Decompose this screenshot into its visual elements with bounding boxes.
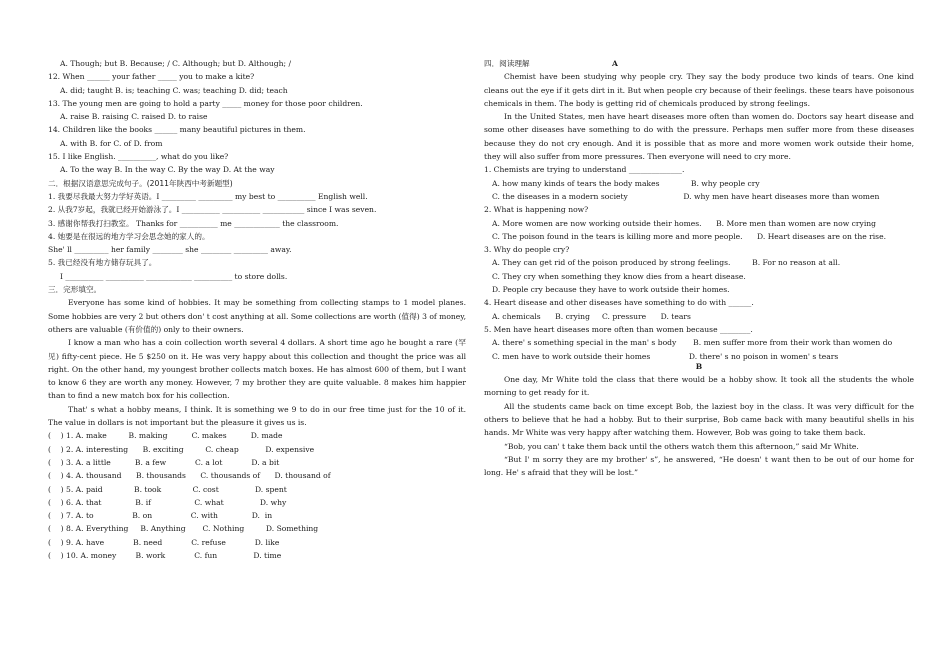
passage-b-label: B — [695, 361, 703, 371]
translation-1: 1. 我要尽我最大努力学好英语。I _________ _________ my best to __________ English well. — [48, 191, 368, 201]
reading-question-5: 5. Men have heart diseases more often than women because ________. — [484, 324, 753, 334]
cloze-option-10: ( ) 10. A. money B. work C. fun D. time — [48, 550, 282, 560]
q12-options: A. did; taught B. is; teaching C. was; teaching D. did; teach — [60, 85, 288, 95]
passage-a-paragraph-2: In the United States, men have heart diseases more often than women do. Doctors say heart disease and some other diseases have something to do with the pressure. Perhaps men suffer more from these diseases because they do not cry enough. And it is possible that as more and more women work outside their home, they will also suffer from more pressures. Then everyone will need to cry more. — [484, 112, 914, 162]
reading-q1-options-cd: C. the diseases in a modern society D. why men have heart diseases more than women — [492, 191, 880, 201]
cloze-option-7: ( ) 7. A. to B. on C. with D. in — [48, 511, 273, 521]
question-14: 14. Children like the books ______ many beautiful pictures in them. — [48, 125, 306, 135]
cloze-option-5: ( ) 5. A. paid B. took C. cost D. spent — [48, 484, 287, 494]
cloze-option-4: ( ) 4. A. thousand B. thousands C. thousands of D. thousand of — [48, 471, 331, 481]
section-4-header — [484, 57, 914, 70]
cloze-option-1: ( ) 1. A. make B. making C. makes D. made — [48, 431, 283, 441]
cloze-paragraph-2: I know a man who has a coin collection worth several 4 dollars. A short time ago he bought a rare (罕见) fifty-cent piece. He 5 $250 on it. He was very happy about this collection and thought the price was all right. On the other hand, my youngest brother collects match boxes. He has almost 600 of them, but I want to know 6 they are worth any money. However, 7 my brother they are quite valuable. 8 makes him happier than to find a new match box for his collection. — [48, 338, 466, 401]
translation-3: 3. 感谢你帮我打扫教室。 Thanks for __________ me ____________ the classroom. — [48, 218, 339, 228]
passage-b-paragraph-3: “Bob, you can' t take them back until the others watch them this afternoon,” said Mr White. — [504, 441, 859, 451]
reading-q5-options-cd: C. men have to work outside their homes D. there' s no poison in women' s tears — [492, 351, 839, 361]
cloze-paragraph-3: That' s what a hobby means, I think. It is something we 9 to do in our free time just for the 10 of it. The value in dollars is not important but the pleasure it gives us is. — [48, 404, 466, 428]
cloze-option-2: ( ) 2. A. interesting B. exciting C. cheap D. expensive — [48, 444, 315, 454]
section-2-title: 二．根据汉语意思完成句子。(2011年陕西中考新题型) — [48, 178, 233, 188]
reading-q1-options-ab: A. how many kinds of tears the body makes B. why people cry — [492, 178, 760, 188]
reading-question-1: 1. Chemists are trying to understand ______________. — [484, 165, 685, 175]
translation-2: 2. 从我7岁起，我就已经开始游泳了。I __________ __________ ___________ since I was seven. — [48, 205, 377, 215]
cloze-option-8: ( ) 8. A. Everything B. Anything C. Nothing D. Something — [48, 524, 319, 534]
left-column — [48, 57, 466, 562]
reading-question-4: 4. Heart disease and other diseases have something to do with ______. — [484, 298, 754, 308]
question-15: 15. I like English. __________, what do you like? — [48, 152, 229, 162]
passage-a-label: A — [612, 59, 618, 68]
passage-b-paragraph-4: “But I' m sorry they are my brother' s”, he answered, “He doesn' t want then to be out of our home for long. He' s afraid that they will be lost.” — [484, 454, 914, 478]
translation-5-chinese: 5. 我已经没有地方储存玩具了。 — [48, 258, 157, 268]
q14-options: A. with B. for C. of D. from — [60, 138, 163, 148]
reading-q3-option-d: D. People cry because they have to work outside their homes. — [492, 285, 730, 295]
translation-4-chinese: 4. 她要是在很远的地方学习会思念她的家人的。 — [48, 231, 210, 241]
passage-b-paragraph-1: One day, Mr White told the class that there would be a hobby show. It took all the students the whole morning to get ready for it. — [484, 375, 914, 398]
reading-q5-options-ab: A. there' s something special in the man' s body B. men suffer more from their work than women do — [492, 338, 893, 348]
question-13: 13. The young men are going to hold a party _____ money for those poor children. — [48, 98, 363, 108]
q11-options: A. Though; but B. Because; / C. Although; but D. Although; / — [60, 59, 292, 68]
question-12: 12. When ______ your father _____ you to make a kite? — [48, 72, 255, 82]
cloze-option-3: ( ) 3. A. a little B. a few C. a lot D. a bit — [48, 457, 280, 467]
reading-q4-options: A. chemicals B. crying C. pressure D. tears — [492, 311, 691, 321]
reading-q3-options-ab: A. They can get rid of the poison produced by strong feelings. B. For no reason at all. — [492, 258, 841, 268]
reading-question-2: 2. What is happening now? — [484, 205, 589, 215]
reading-q3-option-c: C. They cry when something they know dies from a heart disease. — [492, 271, 746, 281]
reading-q2-options-cd: C. The poison found in the tears is killing more and more people. D. Heart diseases are on the rise. — [492, 231, 886, 241]
cloze-paragraph-1: Everyone has some kind of hobbies. It may be something from collecting stamps to 1 model planes. Some hobbies are very 2 but others don' t cost anything at all. Some collections are worth (值得) 3 of money, others are valuable (有价值的) only to their owners. — [48, 298, 466, 334]
translation-5-english: I __________ __________ ____________ __________ to store dolls. — [60, 271, 288, 281]
q13-options: A. raise B. raising C. raised D. to raise — [60, 112, 208, 122]
translation-4-english: She' ll _________ her family ________ she ________ _________ away. — [48, 245, 292, 255]
reading-q2-options-ab: A. More women are now working outside their homes. B. More men than women are now crying — [492, 218, 877, 228]
reading-question-3: 3. Why do people cry? — [484, 245, 570, 255]
section-4-title: 四．阅读理解 — [484, 59, 530, 68]
section-3-title: 三．完形填空。 — [48, 285, 102, 295]
cloze-option-9: ( ) 9. A. have B. need C. refuse D. like — [48, 537, 280, 547]
cloze-option-6: ( ) 6. A. that B. if C. what D. why — [48, 497, 287, 507]
right-column — [484, 57, 914, 480]
passage-b-paragraph-2: All the students came back on time except Bob, the laziest boy in the class. It was very difficult for the others to believe that he had a hobby. But to their surprise, Bob came back with many beautiful shells in his hands. Mr White was very happy after watching them. However, Bob was going to take them back. — [484, 401, 914, 438]
q15-options: A. To the way B. In the way C. By the way D. At the way — [60, 165, 275, 175]
passage-a-paragraph-1: Chemist have been studying why people cry. They say the body produce two kinds of tears. One kind cleans out the eye if it gets dirt in it. But when people cry because of their feelings. these tears have poisonous chemicals in them. The body is getting rid of chemicals produced by strong feelings. — [484, 72, 914, 108]
